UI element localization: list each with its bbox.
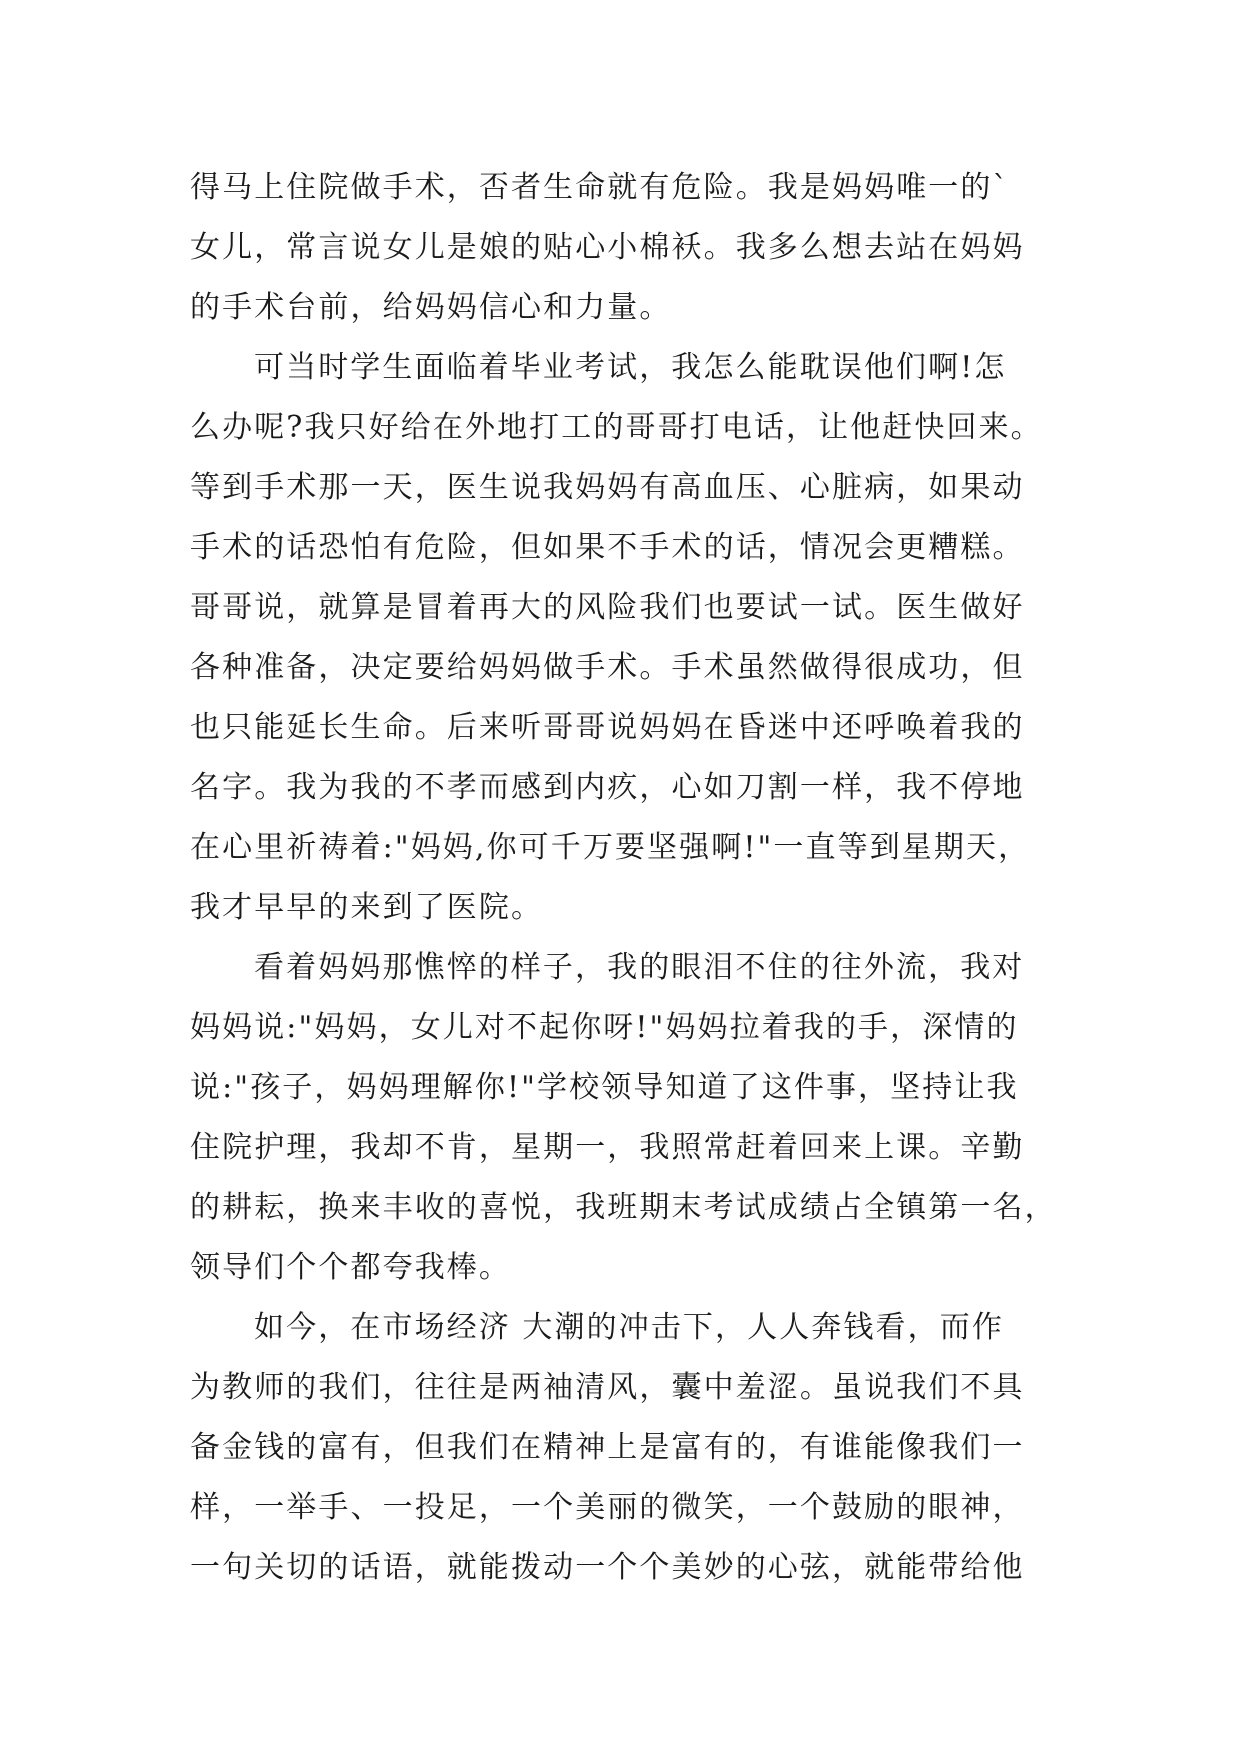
text-line: 么办呢?我只好给在外地打工的哥哥打电话，让他赶快回来。 xyxy=(190,410,1043,445)
text-line: 名字。我为我的不孝而感到内疚，心如刀割一样，我不停地 xyxy=(190,770,1025,805)
text-line: 哥哥说，就算是冒着再大的风险我们也要试一试。医生做好 xyxy=(190,590,1025,625)
text-line: 女儿，常言说女儿是娘的贴心小棉袄。我多么想去站在妈妈 xyxy=(190,230,1025,265)
text-line: 妈妈说:"妈妈，女儿对不起你呀!"妈妈拉着我的手，深情的 xyxy=(190,1010,1019,1045)
text-line: 的耕耘，换来丰收的喜悦，我班期末考试成绩占全镇第一名， xyxy=(190,1190,1057,1225)
text-line: 备金钱的富有，但我们在精神上是富有的，有谁能像我们一 xyxy=(190,1430,1025,1465)
paragraph-first-line: 如今，在市场经济 大潮的冲击下，人人奔钱看，而作 xyxy=(254,1310,1004,1345)
text-line: 我才早早的来到了医院。 xyxy=(190,890,544,925)
text-line: 也只能延长生命。后来听哥哥说妈妈在昏迷中还呼唤着我的 xyxy=(190,710,1025,745)
text-line: 样，一举手、一投足，一个美丽的微笑，一个鼓励的眼神， xyxy=(190,1490,1025,1525)
text-line: 一句关切的话语，就能拨动一个个美妙的心弦，就能带给他 xyxy=(190,1550,1025,1585)
text-line: 各种准备，决定要给妈妈做手术。手术虽然做得很成功，但 xyxy=(190,650,1025,685)
text-line: 在心里祈祷着:"妈妈,你可千万要坚强啊!"一直等到星期天， xyxy=(190,830,1031,865)
text-line: 领导们个个都夸我棒。 xyxy=(190,1250,511,1285)
text-line: 手术的话恐怕有危险，但如果不手术的话，情况会更糟糕。 xyxy=(190,530,1025,565)
text-line: 为教师的我们，往往是两袖清风，囊中羞涩。虽说我们不具 xyxy=(190,1370,1025,1405)
paragraph-first-line: 看着妈妈那憔悴的样子，我的眼泪不住的往外流，我对 xyxy=(254,950,1025,985)
body-text xyxy=(190,158,1060,1598)
text-line: 等到手术那一天，医生说我妈妈有高血压、心脏病，如果动 xyxy=(190,470,1025,505)
text-line: 的手术台前，给妈妈信心和力量。 xyxy=(190,290,672,325)
text-line: 得马上住院做手术，否者生命就有危险。我是妈妈唯一的` xyxy=(190,170,1010,205)
paragraph-first-line: 可当时学生面临着毕业考试，我怎么能耽误他们啊!怎 xyxy=(254,350,1007,385)
text-line: 住院护理，我却不肯，星期一，我照常赶着回来上课。辛勤 xyxy=(190,1130,1025,1165)
text-line: 说:"孩子，妈妈理解你!"学校领导知道了这件事，坚持让我 xyxy=(190,1070,1019,1105)
